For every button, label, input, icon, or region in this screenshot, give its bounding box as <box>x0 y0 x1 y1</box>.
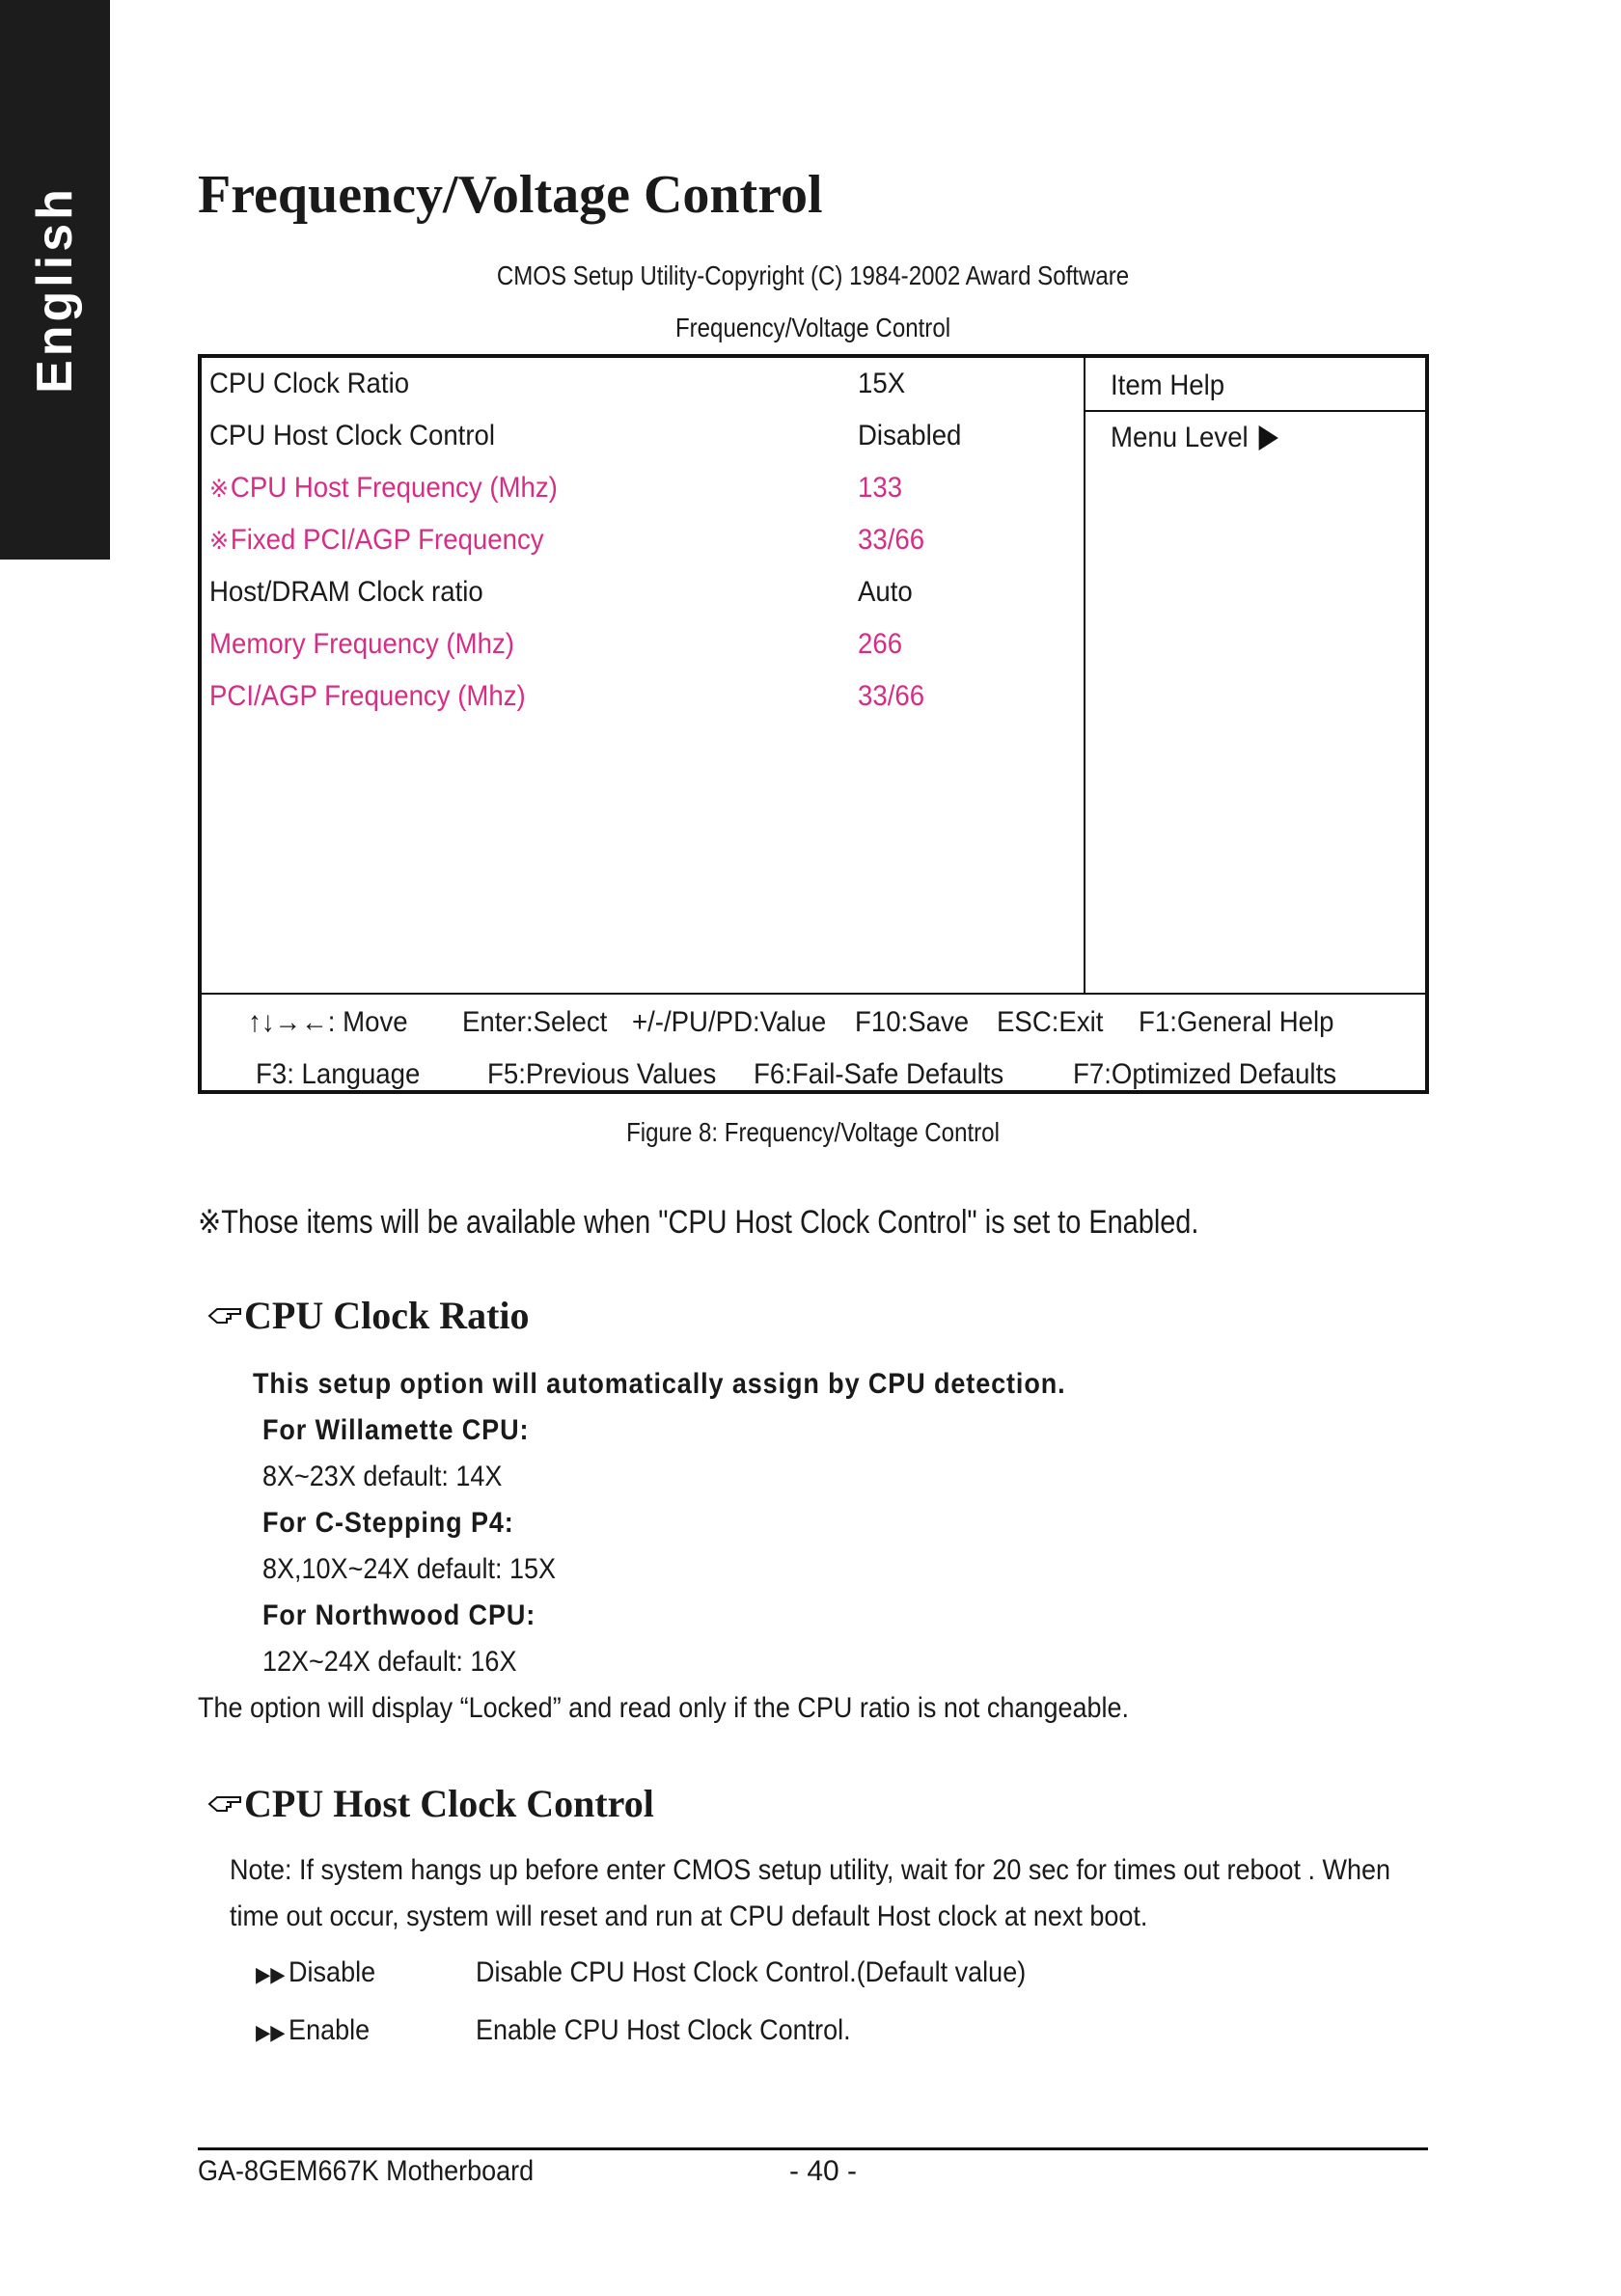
bios-column-divider <box>1084 358 1085 993</box>
availability-note: ※Those items will be available when "CPU Host Clock Control" is set to Enabled. <box>198 1204 1199 1241</box>
language-tab-label: English <box>27 185 83 394</box>
option-name: Enable <box>288 2014 371 2046</box>
bios-item-label <box>209 524 544 557</box>
bios-item-label <box>209 368 409 400</box>
bios-item-label-text: CPU Clock Ratio <box>209 368 410 399</box>
bios-item-row[interactable] <box>209 410 1078 462</box>
key-exit: ESC:Exit <box>997 1006 1104 1038</box>
key-move: ↑↓→←: Move <box>248 1006 408 1038</box>
item-help-title: Item Help <box>1111 369 1225 401</box>
bios-item-value[interactable]: 266 <box>858 628 903 660</box>
bios-item-value[interactable]: Disabled <box>858 420 962 451</box>
key-value: +/-/PU/PD:Value <box>632 1006 827 1038</box>
figure-caption: Figure 8: Frequency/Voltage Control <box>626 1117 1000 1147</box>
bios-item-row[interactable] <box>209 462 1078 514</box>
bios-item-row[interactable] <box>209 358 1078 410</box>
bios-item-row[interactable] <box>209 566 1078 618</box>
willamette-value: 8X~23X default: 14X <box>262 1461 503 1492</box>
bios-item-label <box>209 628 514 661</box>
asterisk-mark-icon: ※ <box>209 474 230 503</box>
page-title: Frequency/Voltage Control <box>198 165 823 225</box>
bios-item-value[interactable]: 133 <box>858 472 903 504</box>
northwood-label: For Northwood CPU: <box>262 1599 536 1631</box>
double-arrow-icon: ▶▶ <box>256 1962 286 1986</box>
bios-item-label <box>209 576 483 609</box>
bios-screen-title: Frequency/Voltage Control <box>674 313 951 342</box>
menu-level-label: Menu Level <box>1111 422 1249 453</box>
triangle-right-icon <box>1259 425 1278 451</box>
key-save: F10:Save <box>855 1006 970 1038</box>
option-name: Disable <box>288 1956 376 1988</box>
key-previous-values: F5:Previous Values <box>487 1058 717 1090</box>
key-general-help: F1:General Help <box>1139 1006 1334 1038</box>
key-optimized-defaults: F7:Optimized Defaults <box>1073 1058 1337 1090</box>
option-description: Disable CPU Host Clock Control.(Default value) <box>476 1956 1027 1988</box>
option-description: Enable CPU Host Clock Control. <box>476 2014 851 2046</box>
bios-item-label-text: PCI/AGP Frequency (Mhz) <box>209 680 526 712</box>
bios-item-row[interactable] <box>209 670 1078 723</box>
bios-item-label <box>209 680 526 713</box>
language-side-tab <box>0 0 110 560</box>
bios-screen-figure <box>198 354 1429 1094</box>
bios-item-label-text: Fixed PCI/AGP Frequency <box>230 524 544 556</box>
locked-note: The option will display “Locked” and read only if the CPU ratio is not changeable. <box>198 1692 1130 1724</box>
bios-item-value[interactable]: 15X <box>858 368 906 399</box>
host-clock-note-line1: Note: If system hangs up before enter CMOS setup utility, wait for 20 sec for times out reboot . When <box>230 1854 1391 1886</box>
section-heading-cpu-host-clock-control <box>207 1781 654 1826</box>
footer-page-number: - 40 - <box>789 2155 858 2187</box>
cstepping-label: For C-Stepping P4: <box>262 1507 514 1539</box>
pointing-hand-icon <box>207 1793 244 1815</box>
key-select: Enter:Select <box>462 1006 608 1038</box>
bios-item-label-text: CPU Host Clock Control <box>209 420 496 451</box>
cstepping-value: 8X,10X~24X default: 15X <box>262 1553 556 1585</box>
bios-item-row[interactable] <box>209 618 1078 670</box>
northwood-value: 12X~24X default: 16X <box>262 1646 517 1678</box>
bios-item-label-text: Host/DRAM Clock ratio <box>209 576 483 608</box>
section-title: CPU Host Clock Control <box>244 1782 654 1825</box>
bios-item-row[interactable] <box>209 514 1078 566</box>
section-heading-cpu-clock-ratio <box>207 1293 530 1338</box>
bios-item-label <box>209 420 495 452</box>
clock-ratio-intro: This setup option will automatically assign by CPU detection. <box>253 1368 1066 1400</box>
menu-level <box>1111 422 1278 454</box>
key-language: F3: Language <box>256 1058 421 1090</box>
double-arrow-icon: ▶▶ <box>256 2020 286 2044</box>
bios-item-value[interactable]: 33/66 <box>858 524 925 556</box>
help-title-divider <box>1085 410 1429 412</box>
footer-model: GA-8GEM667K Motherboard <box>198 2155 535 2187</box>
footer-rule <box>198 2147 1428 2150</box>
bios-item-label <box>209 472 558 505</box>
bios-item-value[interactable]: 33/66 <box>858 680 925 712</box>
asterisk-mark-icon: ※ <box>209 526 230 555</box>
bios-keys-divider <box>202 993 1425 995</box>
bios-copyright: CMOS Setup Utility-Copyright (C) 1984-2002 Award Software <box>496 260 1130 290</box>
host-clock-note-line2: time out occur, system will reset and run at CPU default Host clock at next boot. <box>230 1900 1148 1932</box>
bios-item-label-text: Memory Frequency (Mhz) <box>209 628 514 660</box>
key-failsafe-defaults: F6:Fail-Safe Defaults <box>754 1058 1004 1090</box>
section-title: CPU Clock Ratio <box>244 1294 530 1337</box>
bios-item-label-text: CPU Host Frequency (Mhz) <box>230 472 558 504</box>
bios-item-value[interactable]: Auto <box>858 576 913 608</box>
pointing-hand-icon <box>207 1305 244 1326</box>
willamette-label: For Willamette CPU: <box>262 1414 530 1446</box>
